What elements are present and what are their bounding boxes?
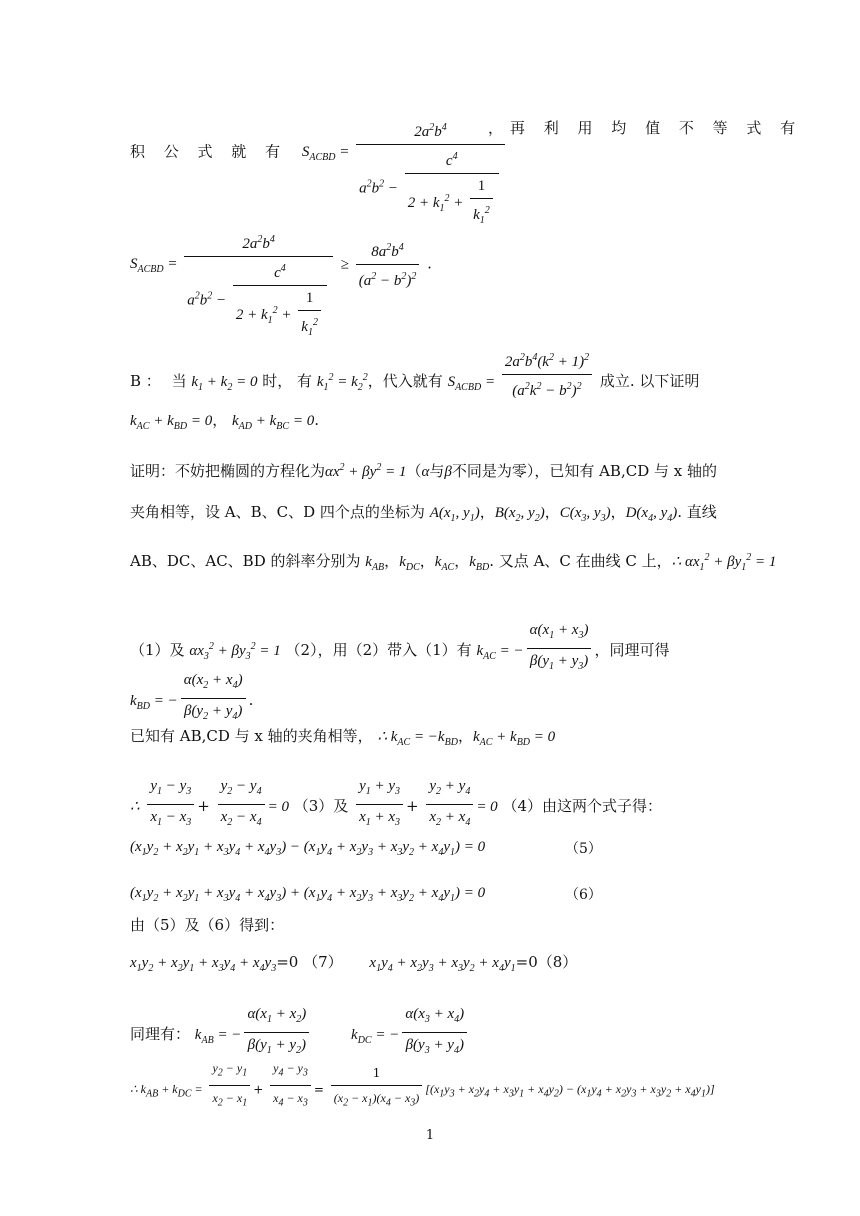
line-coordinates: 夹角相等，设 A、B、C、D 四个点的坐标为 $A(x_1$, $y_1$)，$B(x_2$, $y_2$)，$C(x_3$, $y_3$)，$D(x_4$, $y_4$). 直线 — [130, 503, 717, 524]
label-case-b: B ： — [130, 372, 161, 390]
line-proof-start: 证明：不妨把椭圆的方程化为$\alpha x^2 + \beta y^2 = 1(\alpha$与β不同是为零），已知有 AB,CD 与 x 轴的 — [130, 462, 717, 480]
line-equation-5: $(x_1y_2 + x_2y_1 + x_3y_4 + x_4y_3) - (x_1y_4 + x_2y_3 + x_3y_2 + x_4y_1) = 0$ — [130, 839, 486, 858]
line-equation-6: $(x_1y_2 + x_2y_1 + x_3y_4 + x_4y_3) + (x_1y_4 + x_2y_3 + x_3y_2 + x_4y_1) = 0$ — [130, 885, 486, 904]
line-area-formula: 积 公 式 就 有 $S_{ACBD}$ = $2a^2b^4$ $a^2b^2$ − $c^4$ $2 + k_1^2$ + $\frac{1}{k_1^2}$ ，再 利 用 均 值 不 等 式 有 — [130, 118, 730, 231]
text-area-formula-intro: 积 公 式 就 有 — [130, 142, 288, 161]
line-area-inequality: $S_{ACBD}$ = $2a^2b^4$ $a^2b^2$ − $c^4$ $2 + k_1^2$ + $\frac{1}{k_1^2}$ ≥ $\frac{8a^2b^4}{(a^2 - b^2)^2}$ . — [130, 230, 730, 343]
page-number: 1 — [425, 1128, 435, 1143]
line-slopes: AB、DC、AC、BD 的斜率分别为 $k_{AB}$，$k_{DC}$，$k_{AC}$，$k_{BD}$. 又点 A、C 在曲线 C 上，∴ $\alpha x_1^2 + \beta y_1^2 = 1$ — [130, 552, 777, 573]
text-mean-inequality: ，再 利 用 均 值 不 等 式 有 — [488, 119, 803, 137]
line-eq7-eq8: $x_1y_2 + x_2y_1 + x_3y_4 + x_4y_3=0$ （7） $x_1y_4 + x_2y_3 + x_3y_2 + x_4y_1=0(8)$ — [130, 953, 578, 974]
line-sum-slopes: ∴ $k_{AB} + k_{DC}$ = $\frac{y_2 - y_1}{x_2 - x_1}$ + $\frac{y_4 - y_3}{x_4 - x_3}$ = $\frac{1}{(x_2 - x_1)(x_4 - x_3)}$ $[(x_1y_3 + x_2y_4 + x_3y_1 + x_4y_2) - (x_1y_4 + x_2y_3 + x_3y_2 + x_4y_1)]$ — [130, 1058, 730, 1114]
line-to-prove: $k_{AC} + k_{BD} = 0$， $k_{AD} + k_{BC} = 0$. — [130, 411, 319, 432]
equation-6-label: （6） — [565, 887, 602, 903]
line-kbd: $k_{BD}$ = − $\frac{\alpha(x_2 + x_4)}{\beta(y_2 + y_4)}$ . — [130, 672, 254, 722]
line-equal-angles: 已知有 AB,CD 与 x 轴的夹角相等， ∴ $k_{AC} = -k_{BD}$，$k_{AC} + k_{BD} = 0$ — [130, 727, 556, 748]
area-fraction: $2a^2b^4$ $a^2b^2$ − $c^4$ $2 + k_1^2$ + $\frac{1}{k_1^2}$ — [356, 118, 505, 231]
line-eq3-eq4: ∴ $\frac{y_1 - y_3}{x_1 - x_3}$ + $\frac{y_2 - y_4}{x_2 - x_4}$ = 0 （3）及 $\frac{y_1 + y_3}{x_1 + x_3}$ + $\frac{y_2 + y_4}{x_2 + x_4}$ = 0 （4）由这两个式子得： — [130, 778, 663, 828]
line-substitution: （1）及 $\alpha x_3^2 + \beta y_3^2 = 1$ （2），用（2）带入（1）有 $k_{AC}$ = − $\frac{\alpha(x_1 + x_3)}{\beta(y_1 + y_3)}$ ，同理可得 — [130, 622, 670, 672]
line-similarly: 同理有： $k_{AB}$ = − $\frac{\alpha(x_1 + x_2)}{\beta(y_1 + y_2)}$ $k_{DC}$ = − $\frac{\alpha(x_3 + x_4)}{\beta(y_3 + y_4)}$ — [130, 1004, 730, 1061]
line-from-5-6: 由（5）及（6）得到： — [130, 916, 285, 934]
equation-5-label: （5） — [565, 841, 602, 857]
line-case-b: B ： 当 $k_1 + k_2 = 0$ 时， 有 $k_1^2 = k_2^2$，代入就有 $S_{ACBD}$ = $\frac{2a^2b^4(k^2 + 1)^2}{(a^2k^2 - b^2)^2}$ 成立. 以下证明 — [130, 348, 730, 401]
